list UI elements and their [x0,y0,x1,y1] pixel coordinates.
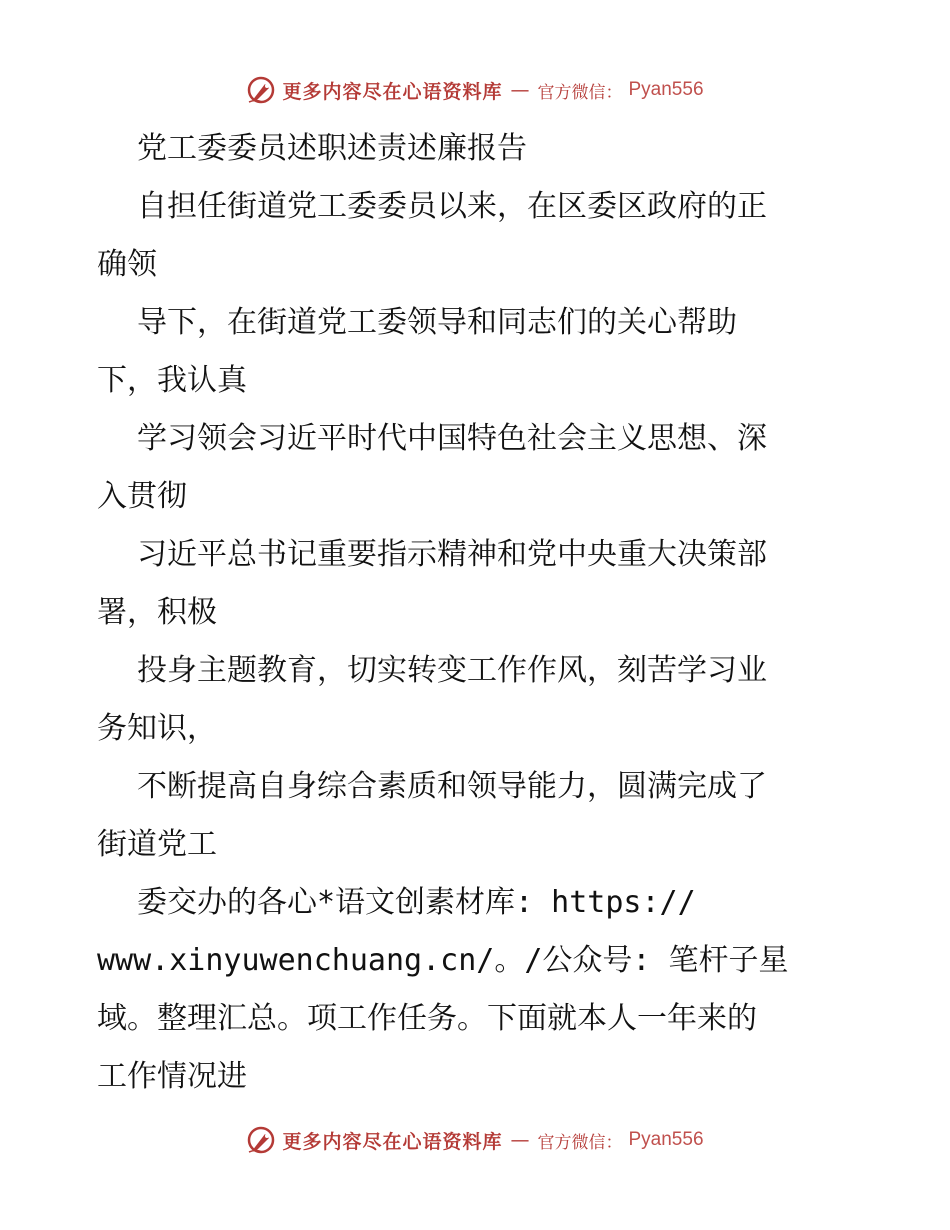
doc-line: 学习领会习近平时代中国特色社会主义思想、深 [137,421,767,456]
header-banner-content [246,75,703,105]
banner-wechat-label: 官方微信： [537,1132,623,1153]
banner-dash: — [510,1129,530,1151]
doc-line: 委交办的各心*语文创素材库: https:// [137,885,696,920]
doc-line: 不断提高自身综合素质和领导能力，圆满完成了 [137,769,767,804]
doc-line: 导下，在街道党工委领导和同志们的关心帮助 [137,305,737,340]
doc-line: 入贯彻 [97,479,187,514]
pen-nib-seal-icon [246,1125,276,1155]
banner-wechat-id: Pyan556 [628,79,704,100]
banner-wechat-id: Pyan556 [628,1129,704,1150]
doc-line: 工作情况进 [97,1059,247,1094]
doc-line: 街道党工 [97,827,217,862]
doc-line: 下，我认真 [97,363,247,398]
banner-slogan: 更多内容尽在心语资料库 [282,1130,503,1153]
doc-title: 党工委委员述职述责述廉报告 [137,131,527,166]
banner-slogan: 更多内容尽在心语资料库 [282,80,503,103]
footer-banner [0,1120,950,1160]
document-body [97,120,857,1106]
doc-line: 习近平总书记重要指示精神和党中央重大决策部 [137,537,767,572]
footer-banner-content [246,1125,703,1155]
banner-wechat-label: 官方微信： [537,82,623,103]
doc-line: 投身主题教育，切实转变工作作风，刻苦学习业 [137,653,767,688]
pen-nib-seal-icon [246,75,276,105]
header-banner [0,70,950,110]
doc-line: 确领 [97,247,157,282]
doc-line: 自担任街道党工委委员以来，在区委区政府的正 [137,189,767,224]
doc-line: 署，积极 [97,595,217,630]
doc-line: 域。整理汇总。项工作任务。下面就本人一年来的 [97,1001,757,1036]
doc-line: 务知识， [97,711,217,746]
banner-dash: — [510,79,530,101]
doc-line: www.xinyuwenchuang.cn/。/公众号: 笔杆子星 [97,943,789,978]
